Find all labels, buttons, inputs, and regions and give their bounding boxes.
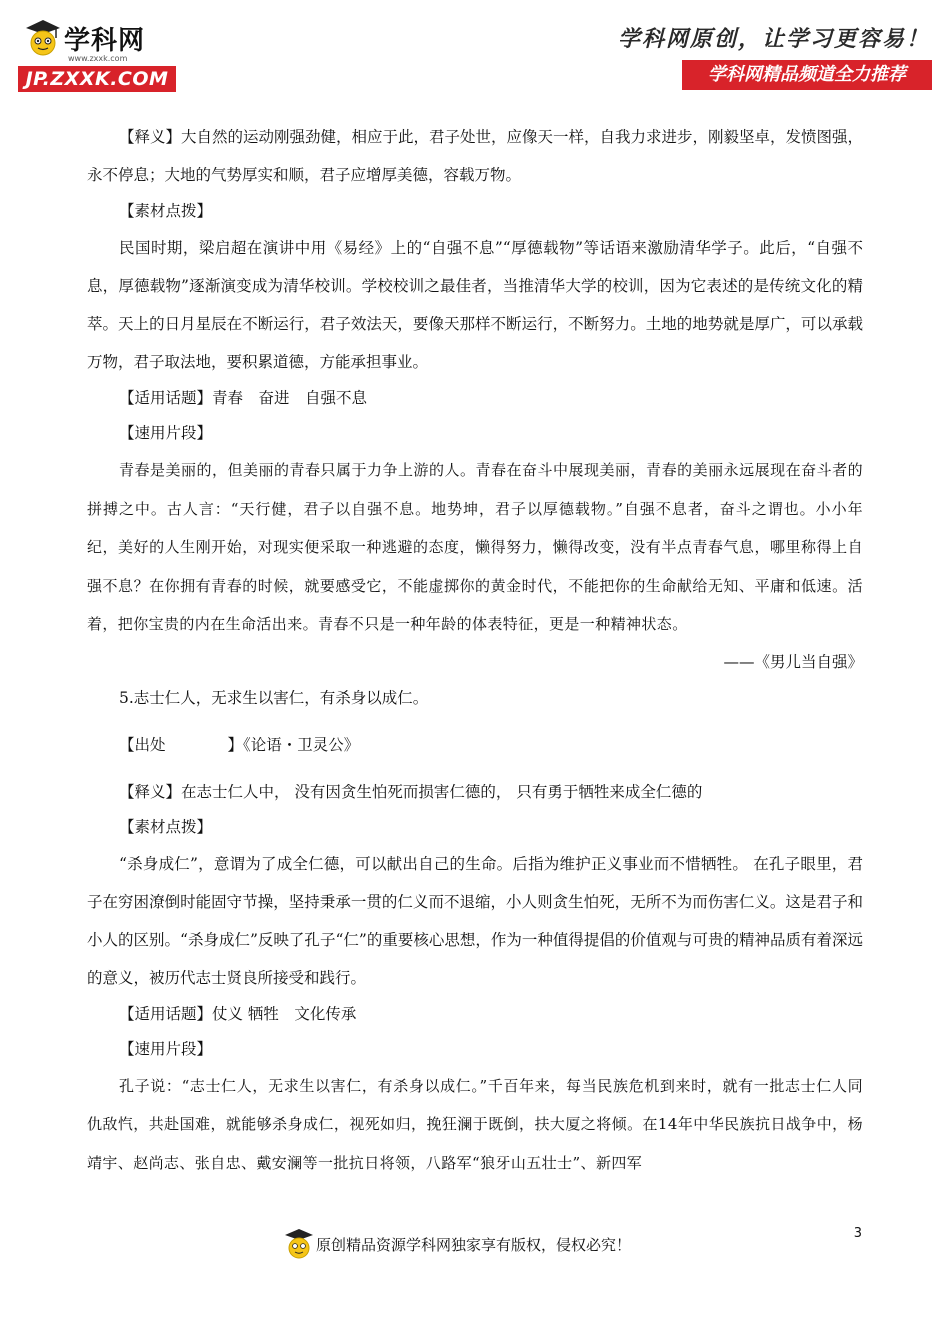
shiyi-line: 【释义】在志士仁人中， 没有因贪生怕死而损害仁德的， 只有勇于牺牲来成全仁德的 [119,782,703,801]
document-body [87,118,863,1182]
section-title: 5.志士仁人，无求生以害仁，有杀身以成仁。 [119,688,429,707]
zxxk-logo[interactable] [18,12,178,96]
source-citation: ——《男儿当自强》 [723,652,863,671]
mascot-icon [22,16,64,58]
header-ribbon[interactable]: 学科网精品频道全力推荐 [682,60,932,90]
sucai-label: 【素材点拨】 [119,202,213,220]
pianduan-label: 【速用片段】 [119,424,213,442]
pianduan-paragraph: 青春是美丽的，但美丽的青春只属于力争上游的人。青春在奋斗中展现美丽，青春的美丽永远展现在奋斗者的拼搏之中。古人言：“天行健，君子以自强不息。地势坤，君子以厚德载物。”自强不息者，奋斗之谓也。小小年纪，美好的人生刚开始，对现实便采取一种逃避的态度，懒得努力，懒得改变，没有半点青春气息，哪里称得上自强不息？在你拥有青春的时候，就要感受它，不能虚掷你的黄金时代，不能把你的生命献给无知、平庸和低速。活着，把你宝贵的内在生命活出来。青春不只是一种年龄的体表特征，更是一种精神状态。 [87,461,863,633]
mascot-icon [283,1226,315,1260]
huati-line: 【适用话题】仗义 牺牲 文化传承 [119,1004,357,1023]
logo-text: 学科网 [64,26,146,56]
logo-domain: JP.ZXXK.COM [18,66,176,92]
page-number: 3 [853,1226,862,1241]
header-slogan: 学科网原创，让学习更容易！ [617,26,930,52]
pianduan-paragraph: 孔子说：“志士仁人，无求生以害仁，有杀身以成仁。”千百年来，每当民族危机到来时，就有一批志士仁人同仇敌忾，共赴国难，就能够杀身成仁，视死如归，挽狂澜于既倒，扶大厦之将倾。在14年中华民族抗日战争中，杨靖宇、赵尚志、张自忠、戴安澜等一批抗日将领，八路军“狼牙山五壮士”、新四军 [87,1076,863,1172]
huati-line: 【适用话题】青春 奋进 自强不息 [119,389,368,407]
chuchu-line: 【出处 】《论语・卫灵公》 [119,735,360,754]
page-footer [0,1218,950,1278]
logo-sub: www.zxxk.com [68,54,128,63]
shiyi-paragraph: 【释义】大自然的运动刚强劲健，相应于此，君子处世，应像天一样，自我力求进步，刚毅坚卓，发愤图强，永不停息；大地的气势厚实和顺，君子应增厚美德，容载万物。 [87,128,864,184]
pianduan-label: 【速用片段】 [119,1039,213,1058]
page-header [0,0,950,100]
sucai-label: 【素材点拨】 [119,817,213,836]
sucai-paragraph: 民国时期，梁启超在演讲中用《易经》上的“自强不息”“厚德载物”等话语来激励清华学子。此后，“自强不息，厚德载物”逐渐演变成为清华校训。学校校训之最佳者，当推清华大学的校训，因为它表述的是传统文化的精萃。天上的日月星辰在不断运行，君子效法天，要像天那样不断运行，不断努力。土地的地势就是厚广，可以承载万物，君子取法地，要积累道德，方能承担事业。 [87,239,863,371]
copyright-notice: 原创精品资源学科网独家享有版权，侵权必究！ [316,1236,632,1254]
sucai-paragraph: “杀身成仁”，意谓为了成全仁德，可以献出自己的生命。后指为维护正义事业而不惜牺牲。 在孔子眼里，君子在穷困潦倒时能固守节操，坚持秉承一贯的仁义而不退缩，小人则贪生怕死，无所不为而伤害仁义。这是君子和小人的区别。“杀身成仁”反映了孔子“仁”的重要核心思想，作为一种值得提倡的价值观与可贵的精神品质有着深远的意义，被历代志士贤良所接受和践行。 [87,854,863,987]
